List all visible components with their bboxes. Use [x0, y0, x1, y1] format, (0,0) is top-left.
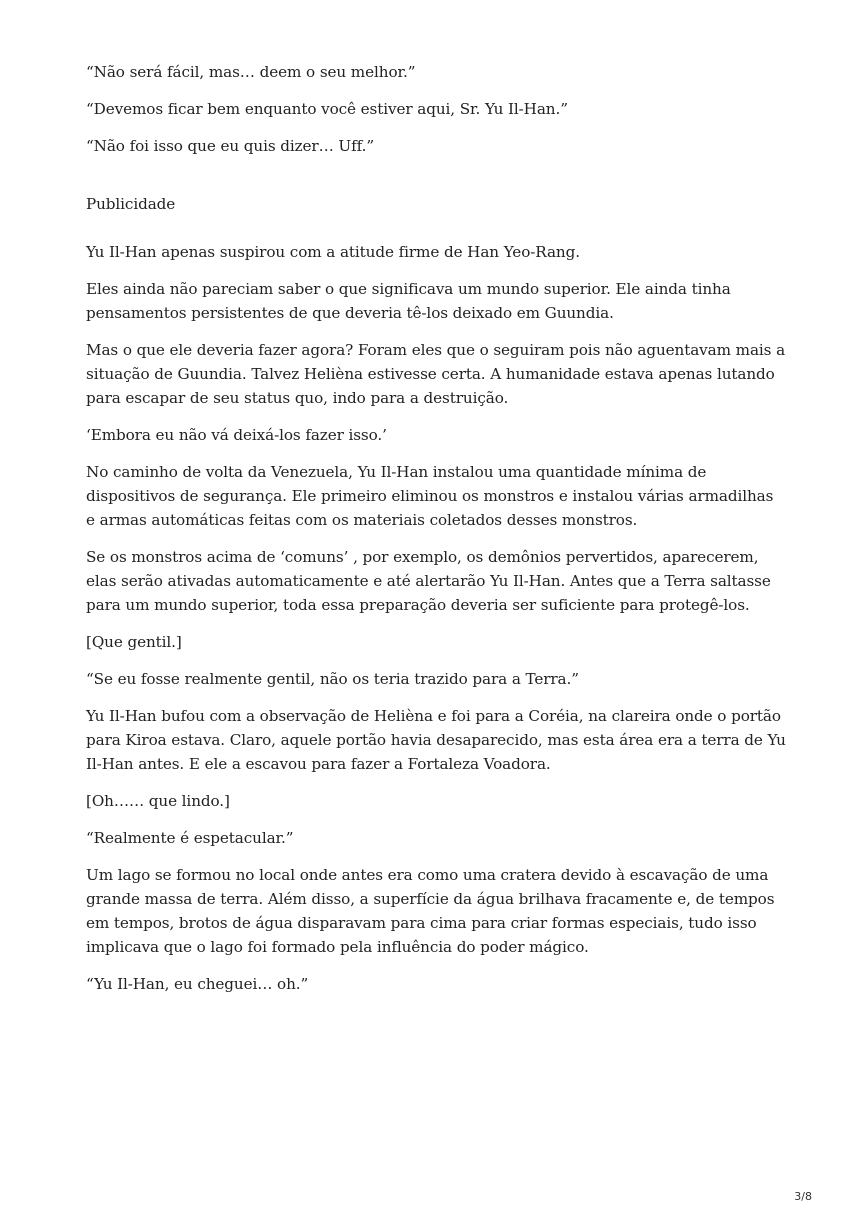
narrative-paragraph: No caminho de volta da Venezuela, Yu Il-Han instalou uma quantidade mínima de dispositivos de segurança. Ele primeiro eliminou os monstros e instalou várias armadilhas e armas automáticas feitas com os materiais coletados desses monstros.: [86, 463, 774, 529]
page-number: 3/8: [794, 1190, 812, 1203]
narrative-paragraph: Um lago se formou no local onde antes era como uma cratera devido à escavação de uma grande massa de terra. Além disso, a superfície da água brilhava fracamente e, de tempos em tempos, brotos de água disparavam para cima para criar formas especiais, tudo isso implicava que o lago foi formado pela influência do poder mágico.: [86, 866, 775, 956]
narrative-paragraph: Mas o que ele deveria fazer agora? Foram eles que o seguiram pois não aguentavam mais a situação de Guundia. Talvez Helièna estivesse certa. A humanidade estava apenas lutando para escapar de seu status quo, indo para a destruição.: [86, 341, 786, 407]
dialogue-paragraph: “Se eu fosse realmente gentil, não os teria trazido para a Terra.”: [86, 670, 579, 688]
dialogue-paragraph: “Devemos ficar bem enquanto você estiver aqui, Sr. Yu Il-Han.”: [86, 100, 568, 118]
dialogue-paragraph: “Realmente é espetacular.”: [86, 829, 294, 847]
document-body: [86, 60, 786, 1009]
dialogue-paragraph: “Não será fácil, mas… deem o seu melhor.”: [86, 63, 416, 81]
narrative-paragraph: Yu Il-Han apenas suspirou com a atitude firme de Han Yeo-Rang.: [86, 243, 580, 261]
narrative-paragraph: Se os monstros acima de ‘comuns’ , por exemplo, os demônios pervertidos, aparecerem, elas serão ativadas automaticamente e até alertarão Yu Il-Han. Antes que a Terra saltasse para um mundo superior, toda essa preparação deveria ser suficiente para protegê-los.: [86, 548, 771, 614]
narrative-paragraph: Yu Il-Han bufou com a observação de Helièna e foi para a Coréia, na clareira onde o portão para Kiroa estava. Claro, aquele portão havia desaparecido, mas esta área era a terra de Yu Il-Han antes. E ele a escavou para fazer a Fortaleza Voadora.: [86, 707, 786, 773]
advertisement-label: Publicidade: [86, 195, 176, 213]
dialogue-paragraph: “Yu Il-Han, eu cheguei… oh.”: [86, 975, 309, 993]
system-message-paragraph: [Que gentil.]: [86, 633, 182, 651]
dialogue-paragraph: “Não foi isso que eu quis dizer… Uff.”: [86, 137, 374, 155]
system-message-paragraph: [Oh…… que lindo.]: [86, 792, 230, 810]
narrative-paragraph: Eles ainda não pareciam saber o que significava um mundo superior. Ele ainda tinha pensamentos persistentes de que deveria tê-los deixado em Guundia.: [86, 280, 731, 322]
thought-paragraph: ‘Embora eu não vá deixá-los fazer isso.’: [86, 426, 387, 444]
